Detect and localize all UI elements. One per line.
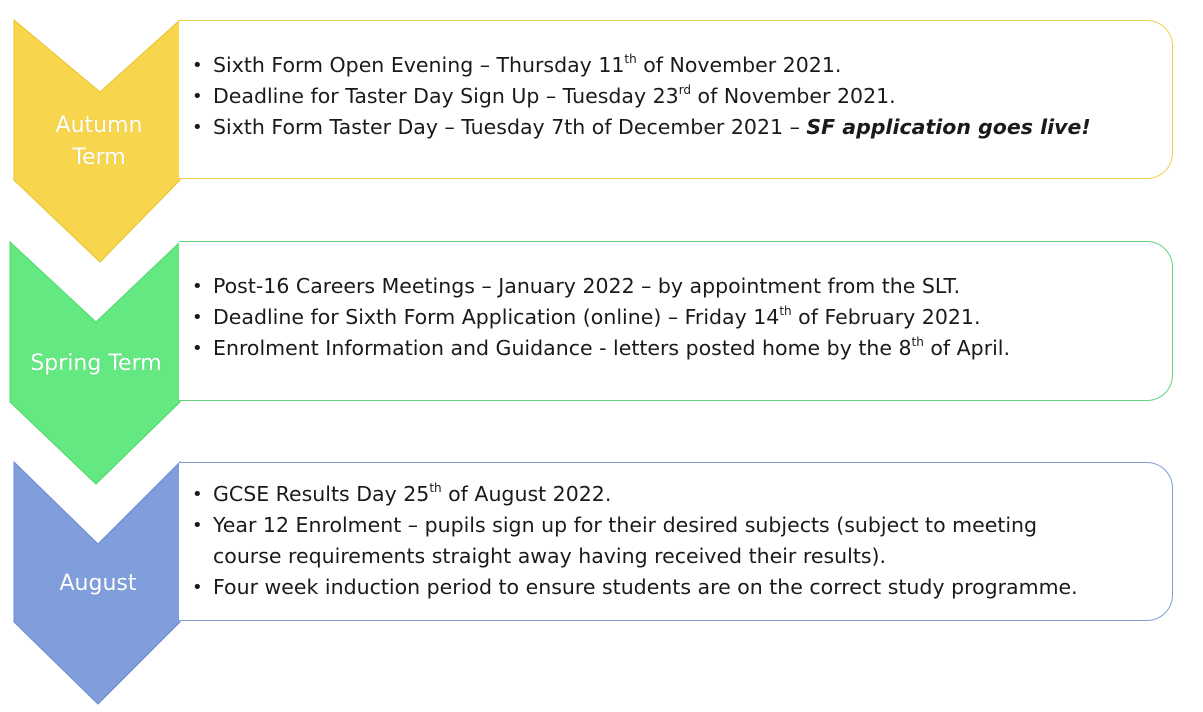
spring-label-line1: Spring Term [30,351,162,376]
autumn-details-box [179,20,1173,179]
list-item: • GCSE Results Day 25th of August 2022. [179,479,1172,510]
list-item: • Enrolment Information and Guidance - letters posted home by the 8th of April. [179,333,1172,364]
list-item: • Year 12 Enrolment – pupils sign up for their desired subjects (subject to meeting course requirements straight away having received their results). [179,510,1103,572]
august-details-box [179,462,1173,621]
spring-term-label [10,348,182,380]
bullet-icon: • [192,117,203,138]
autumn-section [0,0,1203,270]
august-term-label [12,568,184,600]
autumn-label-line1: Autumn [55,113,143,138]
spring-details-box [179,241,1173,401]
list-item: • Four week induction period to ensure students are on the correct study programme. [179,572,1172,603]
august-items-list [179,479,1172,603]
august-label-line1: August [59,571,137,596]
spring-items-list [179,271,1172,364]
application-live-emphasis: SF application goes live! [806,115,1091,139]
august-section [0,460,1203,712]
bullet-icon: • [192,276,203,297]
list-item: • Post-16 Careers Meetings – January 2022 – by appointment from the SLT. [179,271,1172,302]
bullet-icon: • [192,484,203,505]
autumn-label-line2: Term [72,145,126,170]
autumn-term-label [14,110,184,174]
bullet-icon: • [192,307,203,328]
bullet-icon: • [192,55,203,76]
bullet-icon: • [192,515,203,536]
list-item: • Sixth Form Open Evening – Thursday 11th of November 2021. [179,50,1172,81]
bullet-icon: • [192,577,203,598]
bullet-icon: • [192,338,203,359]
spring-section [0,240,1203,490]
list-item: • Deadline for Sixth Form Application (online) – Friday 14th of February 2021. [179,302,1172,333]
autumn-items-list [179,50,1172,143]
list-item: • Deadline for Taster Day Sign Up – Tuesday 23rd of November 2021. [179,81,1172,112]
list-item: • Sixth Form Taster Day – Tuesday 7th of December 2021 – SF application goes live! [179,112,1172,143]
bullet-icon: • [192,86,203,107]
